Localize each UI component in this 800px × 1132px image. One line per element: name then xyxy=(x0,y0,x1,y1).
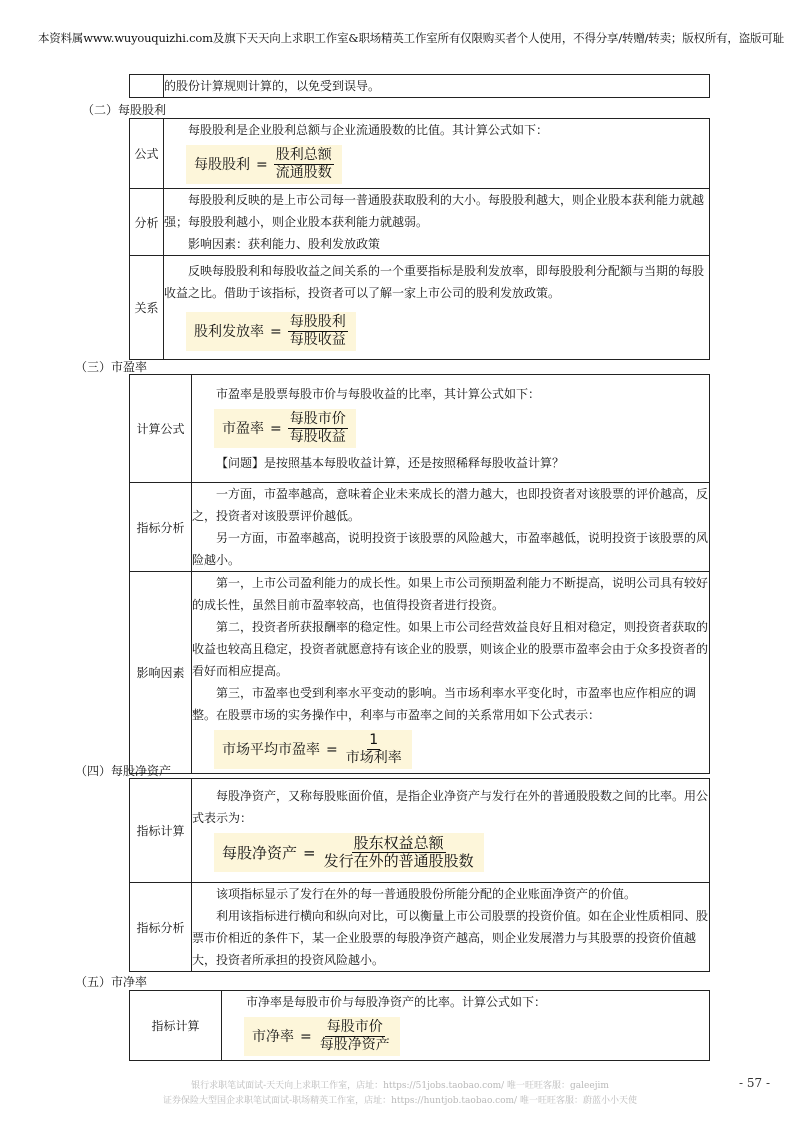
formula-denominator: 市场利率 xyxy=(345,750,402,766)
formula-numerator: 股利总额 xyxy=(275,147,332,163)
nav-analysis-1: 该项指标显示了发行在外的每一普通股股份所能分配的企业账面净资产的价值。 xyxy=(216,887,637,901)
pe-analysis-1: 一方面，市盈率越高，意味着企业未来成长的潜力越大，也即投资者对该股票的评价越高，反之，投资者对该股票评价越低。 xyxy=(192,487,709,523)
formula-denominator: 发行在外的普通股股数 xyxy=(323,852,474,870)
pe-factor-2: 第二，投资者所获报酬率的稳定性。如果上市公司经营效益良好且相对稳定，则投资者获取的收益也较高且稳定，投资者就愿意持有该企业的股票，则该企业的股票市盈率会由于众多投资者的看好而相应提高。 xyxy=(192,620,709,678)
dividend-formula-cell xyxy=(164,119,710,189)
continuation-text: 的股份计算规则计算的，以免受到误导。 xyxy=(164,75,710,98)
dividend-analysis-1: 每股股利反映的是上市公司每一普通股获取股利的大小。每股股利越大，则企业股本获利能力就越强；每股股利越小，则企业股本获利能力就越弱。 xyxy=(164,193,705,229)
pe-factor-1: 第一，上市公司盈利能力的成长性。如果上市公司预期盈利能力不断提高，说明公司具有较好的成长性，虽然目前市盈率较高，也值得投资者进行投资。 xyxy=(192,576,709,612)
dividend-relation-cell xyxy=(164,256,710,360)
formula-numerator: 每股市价 xyxy=(289,411,346,427)
nav-calc-text: 每股净资产，又称每股账面价值，是指企业净资产与发行在外的普通股股数之间的比率。用公式表示为： xyxy=(192,789,709,825)
formula-denominator: 流通股数 xyxy=(275,165,332,181)
pe-formula: 市盈率 = $\frac{\text{每股市价}}{\text{每股收益}}$ xyxy=(214,409,356,448)
formula-lhs: 市净率 xyxy=(252,1028,294,1045)
formula-numerator: 1 xyxy=(369,732,379,748)
pb-calc-text: 市净率是每股市价与每股净资产的比率。计算公式如下： xyxy=(246,995,547,1009)
dividend-formula: 每股股利 = $\frac{\text{股利总额}}{\text{流通股数}}$ xyxy=(186,145,342,184)
page-header: 本资料属www.wuyouquizhi.com及旗下天天向上求职工作室&职场精英工作室所有仅限购买者个人使用，不得分享/转赠/转卖；版权所有，盗版可耻 xyxy=(38,31,784,45)
dividend-relation-text: 反映每股股利和每股收益之间关系的一个重要指标是股利发放率，即每股股利分配额与当期的每股收益之比。借助于该指标，投资者可以了解一家上市公司的股利发放政策。 xyxy=(164,264,705,300)
formula-denominator: 每股净资产 xyxy=(319,1037,390,1053)
dividend-table xyxy=(129,118,710,360)
formula-numerator: 每股股利 xyxy=(289,314,346,330)
section-title-pe: （三）市盈率 xyxy=(75,360,148,374)
pb-table xyxy=(129,990,710,1061)
formula-lhs: 股利发放率 xyxy=(194,323,264,340)
pb-calc-cell xyxy=(222,991,710,1061)
dividend-analysis-cell xyxy=(164,189,710,256)
label-factors: 影响因素 xyxy=(130,572,192,774)
section-title-pb: （五）市净率 xyxy=(75,975,148,989)
footer-line-1: 银行求职笔试面试-天天向上求职工作室，店址：https://51jobs.taobao.com/ 唯一旺旺客服：galeejim xyxy=(191,1081,609,1091)
dividend-analysis-2: 影响因素：获利能力、股利发放政策 xyxy=(188,237,381,251)
continuation-table xyxy=(129,74,710,98)
label-calc: 指标计算 xyxy=(130,779,192,883)
label-formula: 公式 xyxy=(130,119,164,189)
section-title-nav: （四）每股净资产 xyxy=(75,764,172,778)
pe-analysis-cell xyxy=(192,483,710,572)
formula-numerator: 股东权益总额 xyxy=(353,834,444,852)
nav-formula: 每股净资产 = $\frac{\text{股东权益总额}}{\text{发行在外的普通股股数}}$ xyxy=(214,833,484,872)
nav-calc-cell xyxy=(192,779,710,883)
formula-lhs: 每股净资产 xyxy=(222,843,298,862)
formula-lhs: 市场平均市盈率 xyxy=(222,741,320,758)
nav-analysis-2: 利用该指标进行横向和纵向对比，可以衡量上市公司股票的投资价值。如在企业性质相同、股票市价相近的条件下，某一企业股票的每股净资产越高，则企业发展潜力与其股票的投资价值越大，投资者所承担的投资风险越小。 xyxy=(192,909,709,967)
empty-label-cell xyxy=(130,75,164,98)
payout-formula: 股利发放率 = $\frac{\text{每股股利}}{\text{每股收益}}$ xyxy=(186,312,356,351)
formula-denominator: 每股收益 xyxy=(289,332,346,348)
pe-question: 【问题】是按照基本每股收益计算，还是按照稀释每股收益计算？ xyxy=(216,456,565,470)
pb-formula: 市净率 = $\frac{\text{每股市价}}{\text{每股净资产}}$ xyxy=(244,1017,400,1056)
formula-lhs: 市盈率 xyxy=(222,420,264,437)
pe-factor-3: 第三，市盈率也受到利率水平变动的影响。当市场利率水平变化时，市盈率也应作相应的调整。在股票市场的实务操作中，利率与市盈率之间的关系常用如下公式表示： xyxy=(192,686,697,722)
dividend-formula-text: 每股股利是企业股利总额与企业流通股数的比值。其计算公式如下： xyxy=(188,123,549,137)
pe-factors-cell xyxy=(192,572,710,774)
label-relation: 关系 xyxy=(130,256,164,360)
label-analysis: 分析 xyxy=(130,189,164,256)
formula-lhs: 每股股利 xyxy=(194,156,250,173)
pe-table xyxy=(129,374,710,774)
pe-analysis-2: 另一方面，市盈率越高，说明投资于该股票的风险越大，市盈率越低，说明投资于该股票的风险越小。 xyxy=(192,531,709,567)
pe-calc-cell xyxy=(192,375,710,483)
page-number: - 57 - xyxy=(738,1076,770,1090)
formula-denominator: 每股收益 xyxy=(289,429,346,445)
section-title-dividend: （二）每股股利 xyxy=(82,103,167,117)
label-analysis: 指标分析 xyxy=(130,883,192,972)
label-analysis: 指标分析 xyxy=(130,483,192,572)
label-calc-formula: 计算公式 xyxy=(130,375,192,483)
nav-analysis-cell xyxy=(192,883,710,972)
footer-line-2: 证券保险大型国企求职笔试面试-职场精英工作室，店址：https://huntjob.taobao.com/ 唯一旺旺客服：蔚蓝小小天使 xyxy=(163,1096,637,1106)
pe-calc-text: 市盈率是股票每股市价与每股收益的比率，其计算公式如下： xyxy=(216,387,541,401)
market-pe-formula: 市场平均市盈率 = $\frac{1}{\text{市场利率}}$ xyxy=(214,730,412,769)
nav-table xyxy=(129,778,710,972)
label-calc: 指标计算 xyxy=(130,991,222,1061)
formula-numerator: 每股市价 xyxy=(326,1019,383,1035)
